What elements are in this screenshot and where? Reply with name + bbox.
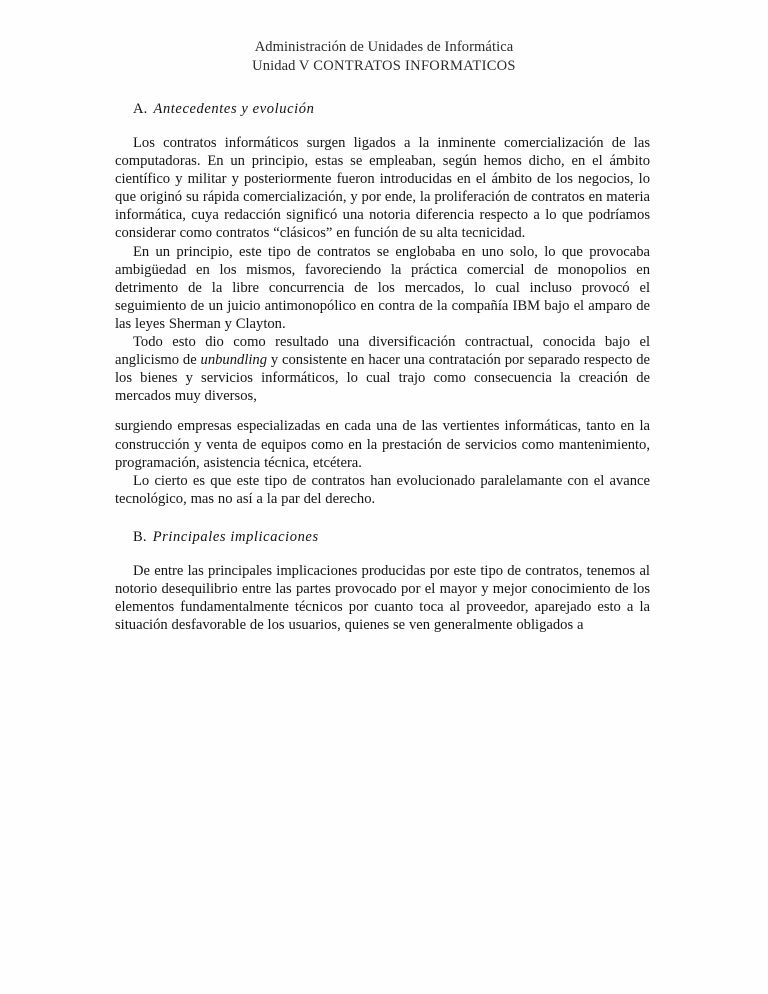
running-head bbox=[0, 38, 768, 76]
foreign-term-unbundling: unbundling bbox=[200, 352, 268, 369]
section-title-a: Antecedentes y evolución bbox=[153, 101, 315, 117]
section-letter-b: B. bbox=[133, 528, 147, 545]
section-title-b: Principales implicaciones bbox=[152, 528, 319, 545]
section-letter-a: A. bbox=[133, 101, 148, 117]
paragraph-6: De entre las principales implicaciones producidas por este tipo de contratos, tenemos al notorio desequilibrio entre las partes provocado por el mayor y mejor conocimiento de los elementos fundamentalmente técnicos por cuanto toca al proveedor, aparejado esto a la situación desfavorable de los usuarios, quienes se ven generalmente obligados a bbox=[115, 562, 650, 634]
running-head-course: Administración de Unidades de Informática bbox=[254, 39, 514, 55]
paragraph-4: surgiendo empresas especializadas en cada una de las vertientes informáticas, tanto en la construcción y venta de equipos como en la prestación de servicios como mantenimiento, programación, asistencia técnica, etcétera. bbox=[115, 418, 650, 471]
running-head-unit: Unidad V bbox=[252, 58, 310, 74]
paragraph-3 bbox=[115, 333, 650, 405]
section-heading-a bbox=[115, 100, 650, 118]
body-textblock bbox=[115, 100, 650, 634]
section-heading-b bbox=[115, 528, 650, 546]
paragraph-1: Los contratos informáticos surgen ligados a la inminente comercialización de las computadoras. En un principio, estas se empleaban, según hemos dicho, en el ámbito científico y militar y posteriormente fueron introducidas en el ámbito de los negocios, lo que originó su rápida comercialización, y por ende, la proliferación de contratos en materia informática, cuya redacción significó una notoria diferencia respecto a lo que podríamos considerar como contratos “clásicos” en función de su alta tecnicidad. bbox=[115, 135, 650, 242]
running-head-unit-line bbox=[0, 57, 768, 76]
paragraph-5: Lo cierto es que este tipo de contratos han evolucionado paralelamante con el avance tecnológico, mas no así a la par del derecho. bbox=[115, 472, 650, 507]
paragraph-3-text-after: y consistente en hacer una contratación por separado respecto de los bienes y servicios informáticos, lo cual trajo como consecuencia la creación de mercados muy diversos, bbox=[115, 352, 650, 405]
running-head-title: CONTRATOS INFORMATICOS bbox=[313, 58, 516, 74]
paragraph-3-text-before: Todo esto dio como resultado una diversificación contractual, conocida bajo el anglicismo de bbox=[115, 334, 650, 369]
paragraph-2: En un principio, este tipo de contratos se englobaba en uno solo, lo que provocaba ambigüedad en los mismos, favoreciendo la práctica comercial de monopolios en detrimento de la libre concurrencia de los mercados, lo cual incluso provocó el seguimiento de un juicio antimonopólico en contra de la compañía IBM bajo el amparo de las leyes Sherman y Clayton. bbox=[115, 243, 650, 332]
